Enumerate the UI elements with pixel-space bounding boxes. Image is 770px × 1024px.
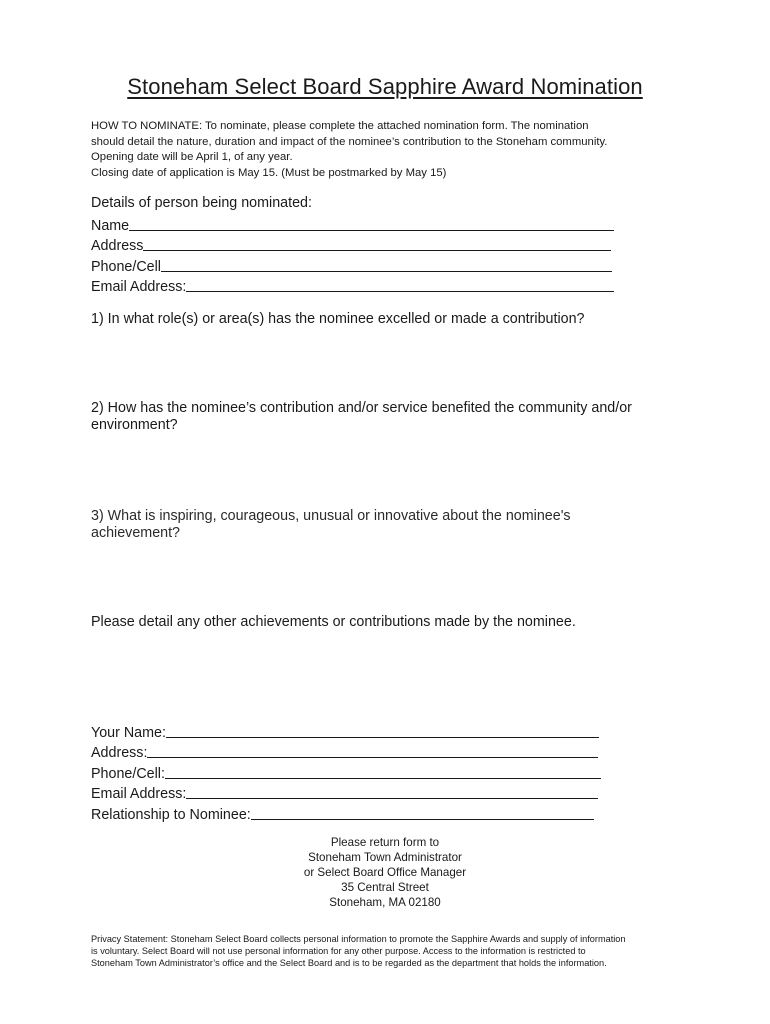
instructions-line: Opening date will be April 1, of any year.	[91, 151, 293, 163]
nominee-address-field	[91, 234, 621, 255]
privacy-statement-line: Privacy Statement: Stoneham Select Board collects personal information to promote the Sapphire Awards and supply of information	[91, 934, 626, 944]
nominee-name-input-line[interactable]	[129, 215, 614, 231]
nominator-phone-label: Phone/Cell:	[91, 765, 165, 782]
nominee-phone-field	[91, 254, 621, 275]
privacy-statement	[91, 933, 691, 969]
question-3-text-line-1: 3) What is inspiring, courageous, unusual or innovative about the nominee's	[91, 508, 571, 524]
instructions-line: Closing date of application is May 15. (Must be postmarked by May 15)	[91, 166, 447, 179]
nominator-name-label: Your Name:	[91, 724, 166, 741]
nominee-email-input-line[interactable]	[186, 276, 614, 292]
nominee-email-field	[91, 275, 621, 296]
nominee-email-label: Email Address:	[91, 279, 187, 295]
question-other-achievements	[91, 614, 691, 631]
nominator-phone-field	[91, 761, 611, 782]
nominator-relationship-field	[91, 802, 611, 823]
nominee-address-input-line[interactable]	[143, 235, 611, 251]
return-address-line: 35 Central Street	[341, 881, 429, 894]
nominator-phone-input-line[interactable]	[165, 763, 601, 779]
how-to-nominate-instructions	[91, 119, 691, 181]
instructions-line: HOW TO NOMINATE: To nominate, please complete the attached nomination form. The nomination	[91, 120, 589, 132]
privacy-statement-line: Stoneham Town Administrator’s office and the Select Board and is to be regarded as the department that holds the information.	[91, 958, 607, 968]
nominee-name-field	[91, 213, 621, 234]
nominator-email-field	[91, 782, 611, 803]
nominator-address-field	[91, 741, 611, 762]
question-2-text-line-1: 2) How has the nominee’s contribution and/or service benefited the community and/or	[91, 400, 632, 416]
nominator-email-label: Email Address:	[91, 786, 187, 802]
question-2	[91, 400, 691, 434]
nominator-name-input-line[interactable]	[166, 722, 599, 738]
form-title: Stoneham Select Board Sapphire Award Nomination	[127, 74, 643, 99]
question-3	[91, 508, 691, 542]
nominee-details-section	[91, 193, 621, 295]
question-other-achievements-text: Please detail any other achievements or contributions made by the nominee.	[91, 614, 576, 630]
nominee-details-heading: Details of person being nominated:	[91, 195, 312, 211]
return-address-line: Stoneham, MA 02180	[329, 896, 441, 909]
nominee-phone-label: Phone/Cell	[91, 258, 161, 275]
return-address-line: Please return form to	[330, 836, 440, 849]
return-address-line: Stoneham Town Administrator	[308, 851, 462, 864]
nominator-name-field	[91, 720, 611, 741]
instructions-line: should detail the nature, duration and impact of the nominee’s contribution to the Stoneham community.	[91, 135, 608, 148]
nominator-details-section	[91, 720, 611, 823]
question-1-text: 1) In what role(s) or area(s) has the nominee excelled or made a contribution?	[91, 311, 585, 327]
privacy-statement-line: is voluntary. Select Board will not use personal information for any other purpose. Access to the information is restricted to	[91, 946, 586, 956]
nominator-relationship-label: Relationship to Nominee:	[91, 806, 251, 823]
question-2-text-line-2: environment?	[91, 417, 178, 433]
return-address-line: or Select Board Office Manager	[303, 866, 467, 879]
nominee-phone-input-line[interactable]	[161, 256, 612, 272]
question-3-text-line-2: achievement?	[91, 525, 181, 541]
nominator-email-input-line[interactable]	[186, 783, 598, 799]
question-1	[91, 311, 691, 328]
nominator-relationship-input-line[interactable]	[251, 804, 594, 820]
nominator-address-input-line[interactable]	[147, 742, 598, 758]
nominee-name-label: Name	[91, 217, 130, 234]
nominee-address-label: Address	[91, 238, 144, 254]
return-address-block	[0, 835, 770, 910]
nominator-address-label: Address:	[91, 745, 148, 761]
